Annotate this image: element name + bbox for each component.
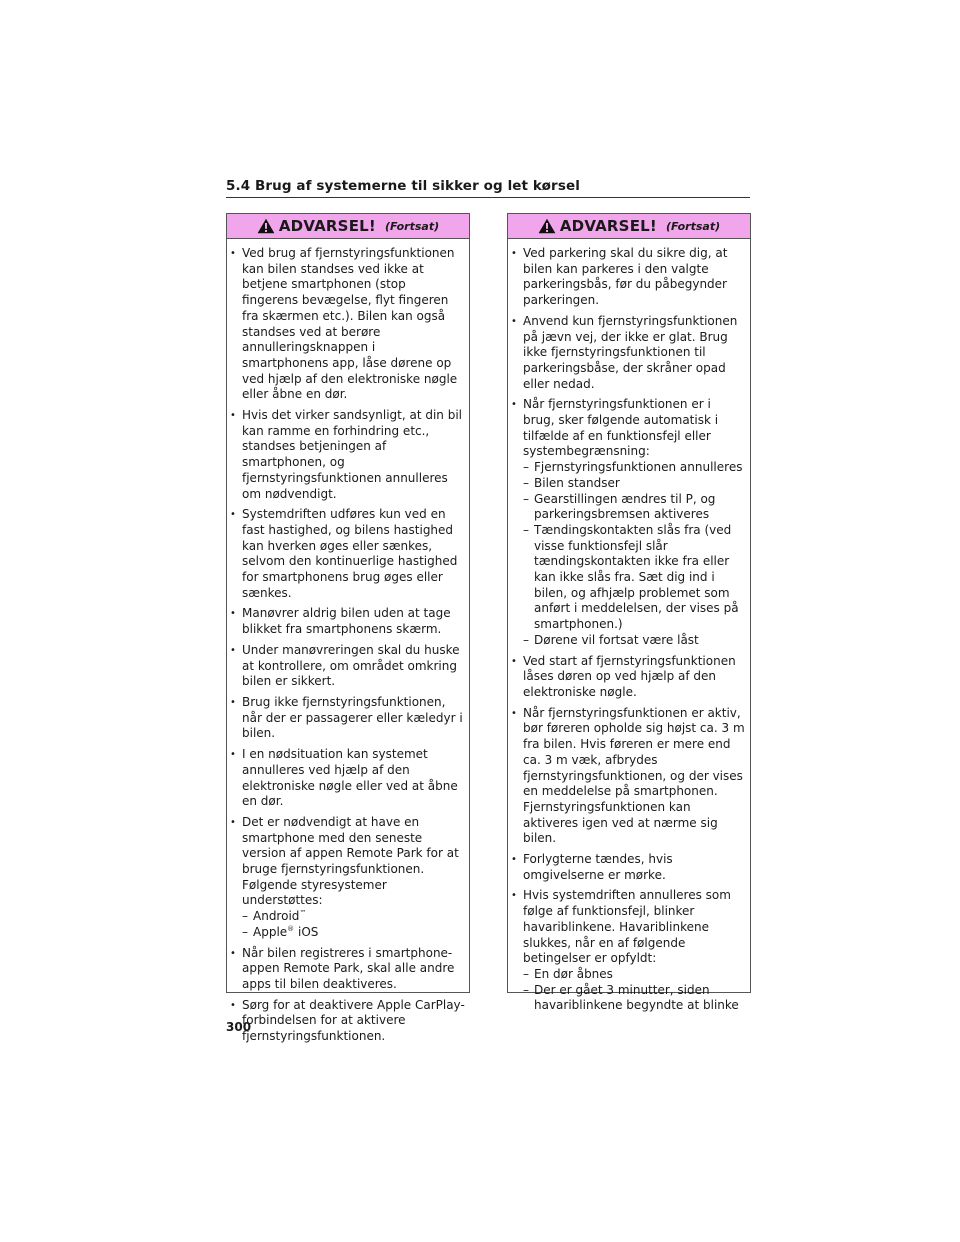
os-item-android: – Android™	[242, 909, 465, 925]
list-item-text: Det er nødvendigt at have en smartphone med den seneste version af appen Remote Park for at bruge fjernstyringsfunktionen. Følgende styresystemer understøttes:	[242, 814, 459, 908]
warning-triangle-icon	[538, 218, 556, 234]
sub-item: – Dørene vil fortsat være låst	[523, 633, 746, 649]
warning-list	[227, 239, 469, 1045]
os-list	[242, 909, 465, 940]
list-item: • Når fjernstyringsfunktionen er aktiv, bør føreren opholde sig højst ca. 3 m fra bilen. Hvis føreren er mere end ca. 3 m væk, afbrydes fjernstyringsfunktionen, og der vises en meddelelse på smartphonen. Fjernstyringsfunktionen kan aktiveres igen ved at nærme sig bilen.	[508, 706, 746, 847]
list-item: • Hvis det virker sandsynligt, at din bil kan ramme en forhindring etc., standses betjeningen af smartphonen, og fjernstyringsfunktionen annulleres om nødvendigt.	[227, 408, 465, 502]
section-header	[226, 178, 750, 198]
list-item: • Ved start af fjernstyringsfunktionen låses døren op ved hjælp af den elektroniske nøgle.	[508, 654, 746, 701]
list-item: • Systemdriften udføres kun ved en fast hastighed, og bilens hastighed kan hverken øges eller sænkes, selvom den kontinuerlige hastighed for smartphonens brug øges eller sænkes.	[227, 507, 465, 601]
list-item: • Ved brug af fjernstyringsfunktionen kan bilen standses ved ikke at betjene smartphonen (stop fingerens bevægelse, flyt fingeren fra skærmen etc.). Bilen kan også standses ved at berøre annulleringsknappen i smartphonens app, låse dørene op ved hjælp af den elektroniske nøgle eller åbne en dør.	[227, 246, 465, 403]
sub-item: – Fjernstyringsfunktionen annulleres	[523, 460, 746, 476]
sub-item: – Der er gået 3 minutter, siden havariblinkene begyndte at blinke	[523, 983, 746, 1014]
list-item: • Sørg for at deaktivere Apple CarPlay-forbindelsen for at aktivere fjernstyringsfunktionen.	[227, 998, 465, 1045]
sub-item: – En dør åbnes	[523, 967, 746, 983]
sub-item: – Bilen standser	[523, 476, 746, 492]
sub-item: – Tændingskontakten slås fra (ved visse funktionsfejl slår tændingskontakten ikke fra eller kan ikke slås fra. Sæt dig ind i bilen, og afhjælp problemet som anført i meddelelsen, der vises på smartphonen.)	[523, 523, 746, 633]
list-item	[508, 397, 746, 648]
list-item	[227, 815, 465, 941]
list-item: • Under manøvreringen skal du huske at kontrollere, om området omkring bilen er sikkert.	[227, 643, 465, 690]
auto-actions-list	[523, 460, 746, 648]
warning-continued: (Fortsat)	[384, 219, 440, 233]
list-item: • Anvend kun fjernstyringsfunktionen på jævn vej, der ikke er glat. Brug ikke fjernstyringsfunktionen til parkeringsbåse, der skråner opad eller nedad.	[508, 314, 746, 393]
list-item: • Forlygterne tændes, hvis omgivelserne er mørke.	[508, 852, 746, 883]
warning-header	[508, 214, 750, 239]
list-item-text: Når fjernstyringsfunktionen er i brug, sker følgende automatisk i tilfælde af en funktionsfejl eller systembegrænsning:	[523, 397, 719, 459]
list-item: • Brug ikke fjernstyringsfunktionen, når der er passagerer eller kæledyr i bilen.	[227, 695, 465, 742]
warning-title: ADVARSEL!	[559, 217, 657, 235]
list-item: • Når bilen registreres i smartphone-appen Remote Park, skal alle andre apps til bilen deaktiveres.	[227, 946, 465, 993]
list-item	[508, 888, 746, 1014]
page-number: 300	[226, 1020, 252, 1034]
warning-title: ADVARSEL!	[278, 217, 376, 235]
list-item: • Ved parkering skal du sikre dig, at bilen kan parkeres i den valgte parkeringsbås, før du påbegynder parkeringen.	[508, 246, 746, 309]
list-item-text: Hvis systemdriften annulleres som følge af funktionsfejl, blinker havariblinkene. Havariblinkene slukkes, når en af følgende betingelser er opfyldt:	[523, 888, 731, 966]
hazard-conditions-list	[523, 967, 746, 1014]
warning-triangle-icon	[257, 218, 275, 234]
sub-item: – Gearstillingen ændres til P, og parkeringsbremsen aktiveres	[523, 492, 746, 523]
os-item-apple: – Apple® iOS	[242, 925, 465, 941]
list-item: • Manøvrer aldrig bilen uden at tage blikket fra smartphonens skærm.	[227, 606, 465, 637]
list-item: • I en nødsituation kan systemet annulleres ved hjælp af den elektroniske nøgle eller ved at åbne en dør.	[227, 747, 465, 810]
warning-continued: (Fortsat)	[665, 219, 721, 233]
warning-box-right	[507, 213, 751, 1013]
warning-header	[227, 214, 469, 239]
section-title: 5.4 Brug af systemerne til sikker og let kørsel	[226, 178, 580, 194]
warning-list	[508, 239, 750, 1014]
